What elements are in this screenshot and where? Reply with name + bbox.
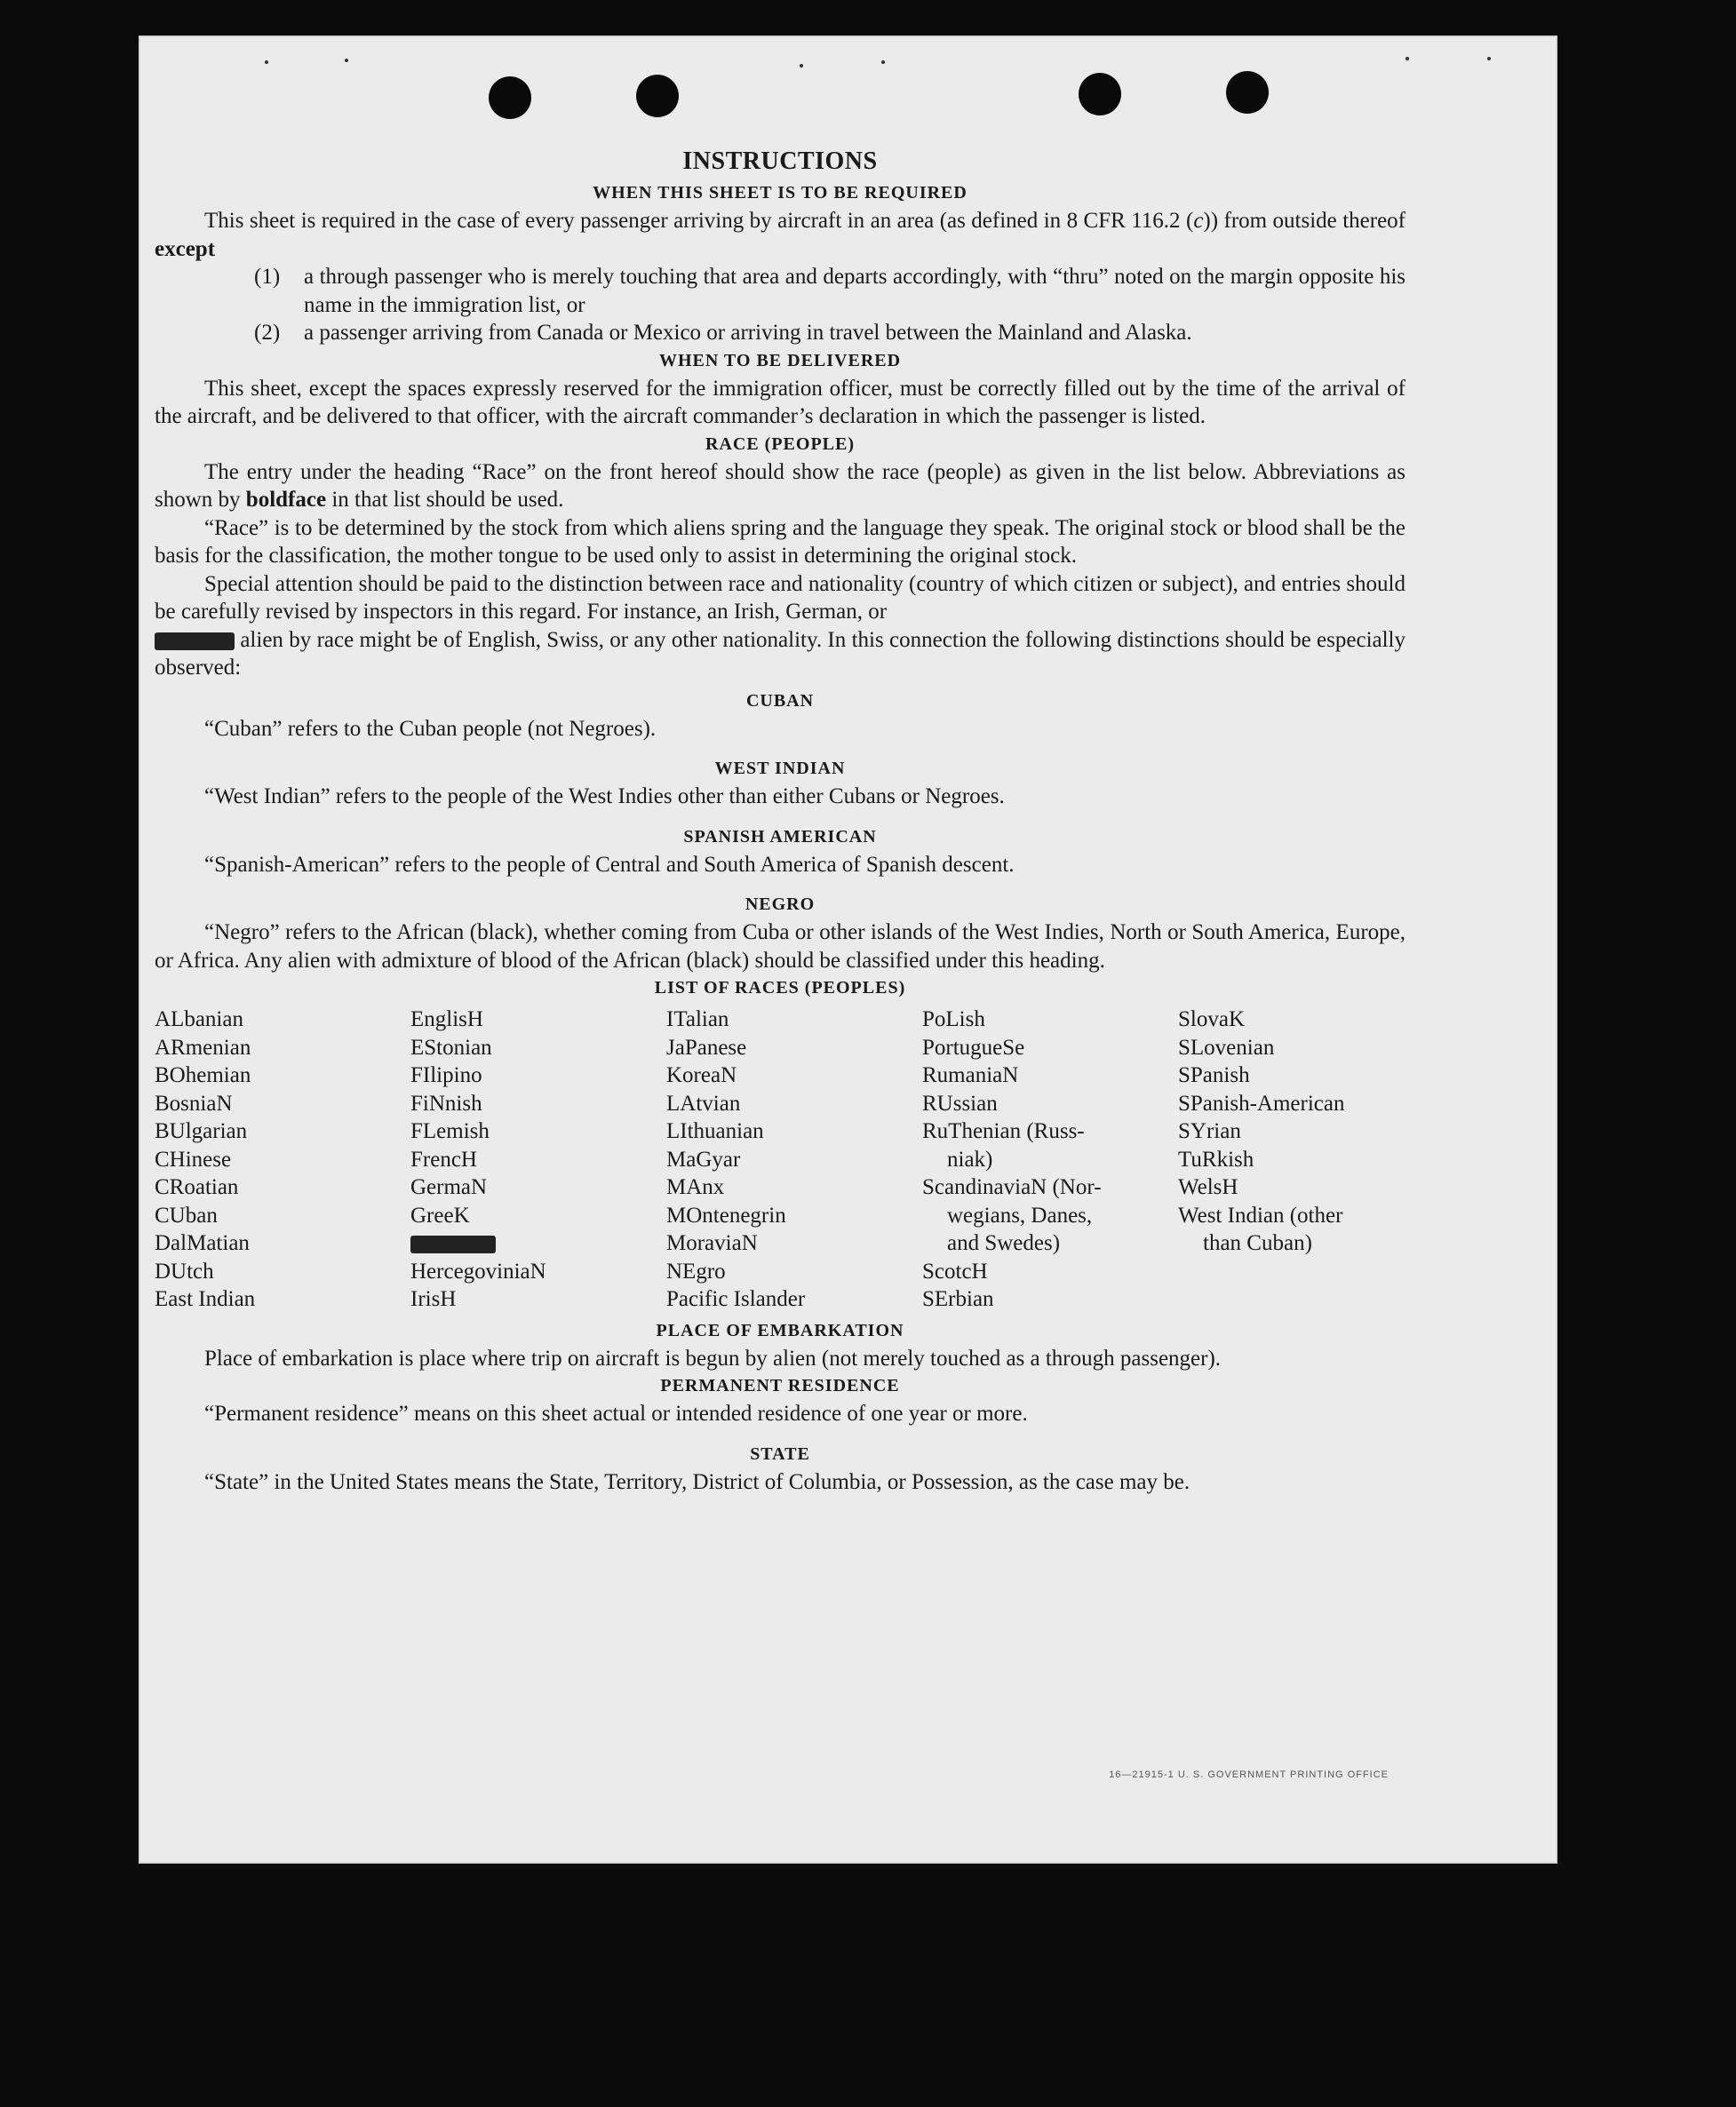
race-entry: ScandinaviaN (Nor- (922, 1175, 1102, 1199)
speck (800, 64, 803, 68)
requirement-item-2: (2) a passenger arriving from Canada or Mexico or arriving in travel between the Mainland and Alaska. (254, 321, 1192, 345)
race-paragraph-2: “Race” is to be determined by the stock from which aliens spring and the language they speak. The original stock or blood shall be the basis for the classification, the mother tongue to be used only to assist in determining the original stock. (155, 515, 1406, 568)
race-entry: FIlipino (410, 1063, 482, 1087)
race-entry: MaGyar (666, 1147, 741, 1172)
speck (1487, 57, 1491, 60)
heading-state: STATE (750, 1443, 810, 1464)
race-entry: NEgro (666, 1259, 726, 1284)
heading-spanish-american: SPANISH AMERICAN (683, 826, 877, 847)
race-entry: and Swedes) (947, 1231, 1061, 1255)
race-entry: FiNnish (410, 1091, 482, 1116)
race-paragraph-3: Special attention should be paid to the distinction between race and nationality (country of which citizen or subject), and entries should be carefully revised by inspectors in this regard. For instance, an Irish, German, or alien by race might be of English, Swiss, or any other nationality. In this connection the following distinctions should be especially observed: (155, 571, 1406, 680)
race-entry: CRoatian (155, 1175, 239, 1199)
race-entry-redacted (410, 1229, 666, 1258)
race-entry: SYrian (1178, 1119, 1241, 1143)
race-entry: BOhemian (155, 1063, 251, 1087)
race-entry: DalMatian (155, 1231, 250, 1255)
race-entry: EStonian (410, 1035, 492, 1060)
race-entry: PortugueSe (922, 1035, 1025, 1060)
punch-hole (489, 76, 531, 119)
heading-negro: NEGRO (745, 894, 816, 914)
when-required-intro: This sheet is required in the case of every passenger arriving by aircraft in an area (as defined in 8 CFR 116.2 (c)) from outside thereof except (155, 209, 1406, 261)
heading-permanent-residence: PERMANENT RESIDENCE (660, 1376, 900, 1395)
punch-hole (1079, 73, 1121, 115)
race-entry: ITalian (666, 1007, 729, 1031)
race-entry: BosniaN (155, 1091, 233, 1116)
race-entry: LAtvian (666, 1091, 741, 1116)
races-column-1 (155, 1006, 410, 1314)
redaction-mark (155, 632, 235, 650)
embarkation-text: Place of embarkation is place where trip on aircraft is begun by alien (not merely touched as a through passenger). (204, 1346, 1222, 1371)
race-entry: DUtch (155, 1259, 214, 1284)
race-entry: MAnx (666, 1175, 725, 1199)
speck (265, 60, 268, 64)
heading-embarkation: PLACE OF EMBARKATION (656, 1320, 904, 1340)
race-entry: IrisH (410, 1287, 457, 1311)
west-indian-text: “West Indian” refers to the people of the West Indies other than either Cubans or Negroes. (204, 784, 1005, 808)
punch-hole (636, 75, 679, 117)
race-entry: PoLish (922, 1007, 985, 1031)
state-text: “State” in the United States means the State, Territory, District of Columbia, or Possession, as the case may be. (204, 1469, 1191, 1494)
race-entry: LIthuanian (666, 1119, 764, 1143)
race-entry: HercegoviniaN (410, 1259, 546, 1284)
race-entry: BUlgarian (155, 1119, 248, 1143)
spanish-american-text: “Spanish-American” refers to the people of Central and South America of Spanish descent. (204, 852, 1015, 877)
race-entry: MOntenegrin (666, 1203, 786, 1228)
race-entry: FrencH (410, 1147, 477, 1172)
when-delivered-text: This sheet, except the spaces expressly reserved for the immigration officer, must be correctly filled out by the time of the arrival of the aircraft, and be delivered to that officer, with the aircraft commander’s declaration in which the passenger is listed. (155, 376, 1406, 428)
race-entry: East Indian (155, 1287, 256, 1311)
permanent-residence-text: “Permanent residence” means on this sheet actual or intended residence of one year or more. (204, 1402, 1028, 1426)
races-list (155, 1006, 1406, 1314)
race-entry: EnglisH (410, 1007, 483, 1031)
race-entry: GermaN (410, 1175, 488, 1199)
speck (881, 60, 885, 64)
race-entry: TuRkish (1178, 1147, 1254, 1172)
race-entry: RuThenian (Russ- (922, 1119, 1085, 1143)
race-entry: JaPanese (666, 1035, 747, 1060)
race-entry: CUban (155, 1203, 218, 1228)
race-entry: SLovenian (1178, 1035, 1275, 1060)
race-entry: SErbian (922, 1287, 994, 1311)
race-entry: Pacific Islander (666, 1287, 806, 1311)
race-entry: GreeK (410, 1203, 470, 1228)
heading-list-of-races: LIST OF RACES (PEOPLES) (654, 978, 906, 998)
races-column-2 (410, 1006, 666, 1314)
race-entry: niak) (947, 1147, 993, 1172)
redaction-mark (410, 1236, 496, 1253)
page-title: INSTRUCTIONS (682, 147, 878, 175)
heading-west-indian: WEST INDIAN (714, 759, 846, 778)
race-entry: RUssian (922, 1091, 998, 1116)
race-entry: WelsH (1178, 1175, 1238, 1199)
races-column-5 (1178, 1006, 1434, 1314)
race-entry: SlovaK (1178, 1007, 1245, 1031)
race-entry: KoreaN (666, 1063, 737, 1087)
negro-text: “Negro” refers to the African (black), whether coming from Cuba or other islands of the West Indies, North or South America, Europe, or Africa. Any alien with admixture of blood of the African (black) should be classified under this heading. (155, 920, 1406, 973)
race-entry: CHinese (155, 1147, 232, 1172)
race-entry: MoraviaN (666, 1231, 758, 1255)
race-entry: SPanish-American (1178, 1091, 1345, 1116)
punch-hole (1226, 71, 1269, 114)
heading-when-delivered: WHEN TO BE DELIVERED (658, 350, 902, 370)
printing-office-code: 16—21915-1 U. S. GOVERNMENT PRINTING OFFICE (1109, 1769, 1389, 1780)
race-entry: than Cuban) (1203, 1231, 1312, 1255)
race-entry: ALbanian (155, 1007, 243, 1031)
requirement-item-1: (1) a through passenger who is merely touching that area and departs accordingly, with “thru” noted on the margin opposite his name in the immigration list, or (254, 265, 1406, 317)
race-entry: ScotcH (922, 1259, 988, 1284)
document-sheet (139, 36, 1557, 1864)
race-entry: RumaniaN (922, 1063, 1019, 1087)
race-entry: SPanish (1178, 1063, 1250, 1087)
heading-cuban: CUBAN (745, 690, 815, 711)
race-entry: FLemish (410, 1119, 490, 1143)
cuban-text: “Cuban” refers to the Cuban people (not Negroes). (204, 716, 657, 741)
speck (345, 59, 348, 62)
heading-when-required: WHEN THIS SHEET IS TO BE REQUIRED (593, 183, 968, 203)
race-paragraph-1: The entry under the heading “Race” on the front hereof should show the race (people) as given in the list below. Abbreviations as shown by boldface in that list should be used. (155, 459, 1406, 512)
race-entry: West Indian (other (1178, 1203, 1343, 1228)
race-entry: ARmenian (155, 1035, 251, 1060)
heading-race: RACE (PEOPLE) (705, 433, 855, 454)
races-column-3 (666, 1006, 922, 1314)
speck (1406, 57, 1409, 60)
races-column-4 (922, 1006, 1178, 1314)
race-entry: wegians, Danes, (947, 1203, 1093, 1228)
instructions-content (155, 146, 1406, 1496)
